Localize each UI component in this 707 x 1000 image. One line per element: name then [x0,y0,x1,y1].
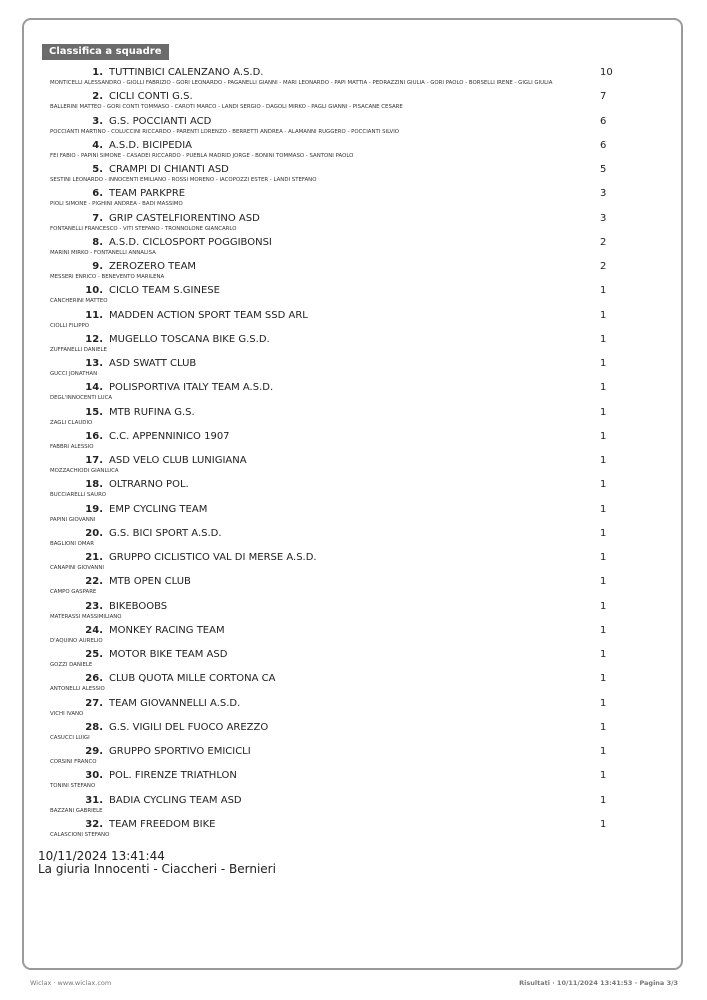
team-row [0,769,707,793]
team-members: SESTINI LEONARDO - INNOCENTI EMILIANO - ROSSI MORENO - IACOPOZZI ESTER - LANDI STEFANO [50,177,317,183]
team-row [0,503,707,527]
team-members: TONINI STEFANO [50,783,96,790]
team-line [0,90,707,103]
team-row [0,648,707,672]
team-name: C.C. APPENNINICO 1907 [109,430,230,442]
team-name: A.S.D. CICLOSPORT POGGIBONSI [109,236,272,248]
team-line [0,478,707,491]
team-name: MTB OPEN CLUB [109,576,191,588]
team-rank: 18. [85,479,103,491]
team-line [0,66,707,79]
team-members: ZUFFANELLI DANIELE [50,346,107,353]
team-line [0,575,707,588]
team-members: D'AQUINO AURELIO [50,637,103,644]
team-name: A.S.D. BICIPEDIA [109,139,193,151]
team-points: 1 [600,649,607,660]
team-points: 1 [600,358,607,369]
team-row [0,381,707,405]
team-rank: 9. [92,261,103,272]
team-line [0,721,707,734]
team-points: 1 [600,697,607,709]
team-points: 3 [600,212,607,224]
team-line [0,406,707,419]
team-name: MADDEN ACTION SPORT TEAM SSD ARL [109,309,308,321]
team-row [0,284,707,308]
footer-page-info: Risultati · 10/11/2024 13:41:53 · Pagina 3/3 [519,979,678,987]
team-members: ZAGLI CLAUDIO [50,419,93,426]
team-members: POCCIANTI MARTINO - COLUCCINI RICCARDO - PARENTI LORENZO - BERRETTI ANDREA - ALAMANNI RUGGERO - POCCIANTI SILVIO [50,128,400,135]
team-points: 1 [600,818,607,830]
team-row [0,478,707,502]
team-members: CANAPINI GIOVANNI [50,565,104,571]
team-rank: 19. [85,503,103,515]
team-rank: 1. [92,67,103,78]
team-name: G.S. VIGILI DEL FUOCO AREZZO [109,721,269,733]
team-rank: 2. [92,91,103,103]
team-points: 1 [600,794,607,806]
team-rank: 22. [85,576,103,588]
team-points: 7 [600,91,607,103]
team-name: GRUPPO SPORTIVO EMICICLI [109,746,251,757]
team-row [0,575,707,599]
team-name: OLTRARNO POL. [109,479,189,491]
team-row [0,139,707,163]
team-points: 6 [600,139,607,151]
team-line [0,454,707,467]
team-points: 5 [600,164,607,175]
footer-software: Wiclax · www.wiclax.com [30,979,112,987]
team-points: 1 [600,721,607,733]
team-name: TEAM FREEDOM BIKE [109,818,216,830]
team-points: 1 [600,770,607,782]
team-members: ANTONELLI ALESSIO [50,686,105,693]
team-name: MOTOR BIKE TEAM ASD [109,649,228,660]
team-line [0,527,707,540]
team-members: CIOLLI FILIPPO [50,322,89,329]
team-members: MATERASSI MASSIMILIANO [50,613,122,620]
team-line [0,284,707,297]
team-line [0,697,707,710]
team-row [0,357,707,381]
team-row [0,721,707,745]
team-members: CORSINI FRANCO [50,759,97,765]
team-row [0,745,707,769]
team-rank: 8. [92,236,103,248]
team-members: MESSERI ENRICO - BENEVENTO MARILENA [50,274,165,280]
team-name: TEAM PARKPRE [109,188,186,200]
team-name: MTB RUFINA G.S. [109,406,195,418]
team-line [0,187,707,200]
team-line [0,672,707,685]
team-points: 1 [600,503,607,515]
team-name: ZEROZERO TEAM [109,261,197,272]
team-name: G.S. POCCIANTI ACD [109,115,212,127]
team-line [0,309,707,322]
team-members: BUCCIARELLI SAURO [50,492,107,499]
team-members: DEGL'INNOCENTI LUCA [50,395,113,402]
team-points: 1 [600,527,607,539]
team-rank: 4. [92,139,103,151]
team-name: ASD SWATT CLUB [109,358,197,369]
team-members: FEI FABIO - PAPINI SIMONE - CASADEI RICCARDO - PUEBLA MADRID JORGE - BONINI TOMMASO - SANTONI PAOLO [50,152,354,159]
team-members: VICHI IVANO [50,710,84,717]
team-line [0,600,707,613]
team-rank: 30. [85,770,103,782]
team-row [0,818,707,842]
team-rank: 29. [85,746,103,757]
team-line [0,551,707,564]
team-rank: 32. [85,818,103,830]
team-rank: 7. [92,212,103,224]
team-row [0,333,707,357]
team-points: 1 [600,455,607,466]
team-line [0,745,707,758]
team-rank: 25. [85,649,103,660]
team-points: 1 [600,576,607,588]
team-name: MUGELLO TOSCANA BIKE G.S.D. [109,333,270,345]
team-row [0,430,707,454]
team-row [0,163,707,187]
team-name: CICLO TEAM S.GINESE [109,285,220,297]
team-members: GUCCI JONATHAN [50,371,98,377]
team-rank: 5. [92,164,103,175]
team-name: POLISPORTIVA ITALY TEAM A.S.D. [109,382,274,394]
team-line [0,357,707,370]
team-name: G.S. BICI SPORT A.S.D. [109,527,222,539]
team-members: CAMPO GASPARE [50,589,97,596]
team-rank: 11. [85,309,103,321]
team-members: BAZZANI GABRIELE [50,807,103,814]
team-name: EMP CYCLING TEAM [109,503,208,515]
team-line [0,260,707,273]
team-rank: 21. [85,552,103,563]
team-ranking-list [0,66,707,842]
team-points: 2 [600,261,607,272]
team-points: 1 [600,600,607,612]
team-row [0,260,707,284]
team-row [0,90,707,114]
team-name: CRAMPI DI CHIANTI ASD [109,164,229,175]
team-name: CICLI CONTI G.S. [109,91,193,103]
team-name: ASD VELO CLUB LUNIGIANA [109,455,247,466]
team-row [0,236,707,260]
team-points: 1 [600,746,607,757]
team-rank: 27. [85,697,103,709]
team-members: CALASCIONI STEFANO [50,831,110,838]
team-points: 1 [600,430,607,442]
team-rank: 23. [85,600,103,612]
team-members: BAGLIONI OMAR [50,540,94,547]
team-points: 1 [600,333,607,345]
team-points: 3 [600,188,607,200]
team-rank: 12. [85,333,103,345]
team-line [0,139,707,152]
team-points: 1 [600,479,607,491]
team-rank: 3. [92,115,103,127]
team-members: GOZZI DANIELE [50,662,93,668]
team-rank: 17. [85,455,103,466]
team-name: MONKEY RACING TEAM [109,624,225,636]
team-points: 1 [600,382,607,394]
team-line [0,236,707,249]
team-line [0,503,707,516]
team-name: TUTTINBICI CALENZANO A.S.D. [109,67,264,78]
team-members: MOZZACHIODI GIANLUCA [50,468,119,474]
team-rank: 15. [85,406,103,418]
team-points: 1 [600,673,607,685]
team-line [0,624,707,637]
team-row [0,115,707,139]
team-row [0,672,707,696]
team-points: 6 [600,115,607,127]
team-row [0,794,707,818]
team-members: CASUCCI LUIGI [50,734,90,741]
team-rank: 6. [92,188,103,200]
team-points: 10 [600,67,613,78]
team-points: 1 [600,309,607,321]
team-line [0,212,707,225]
team-rank: 16. [85,430,103,442]
team-name: TEAM GIOVANNELLI A.S.D. [109,697,241,709]
team-row [0,309,707,333]
team-points: 1 [600,285,607,297]
team-name: POL. FIRENZE TRIATHLON [109,770,237,782]
team-rank: 24. [85,624,103,636]
team-members: MONTICELLI ALESSANDRO - GIOLLI FABRIZIO - GORI LEONARDO - PAGANELLI GIANNI - MARI LEONARDO - PAPI MATTIA - PEDRAZZINI GIULIA - GORI PAOLO - BORSELLI IRENE - GIGLI GIULIA [50,80,553,86]
team-line [0,794,707,807]
jury-line: La giuria Innocenti - Ciaccheri - Bernieri [38,862,276,876]
results-timestamp: 10/11/2024 13:41:44 [38,849,165,863]
team-row [0,697,707,721]
team-line [0,115,707,128]
team-rank: 10. [85,285,103,297]
team-name: GRUPPO CICLISTICO VAL DI MERSE A.S.D. [109,552,317,563]
team-rank: 31. [85,794,103,806]
team-line [0,333,707,346]
team-row [0,406,707,430]
team-points: 1 [600,552,607,563]
team-row [0,624,707,648]
team-row [0,187,707,211]
team-rank: 14. [85,382,103,394]
team-line [0,648,707,661]
team-line [0,818,707,831]
team-rank: 26. [85,673,103,685]
team-line [0,430,707,443]
team-row [0,454,707,478]
team-row [0,600,707,624]
team-line [0,769,707,782]
team-row [0,212,707,236]
team-name: CLUB QUOTA MILLE CORTONA CA [109,673,276,685]
team-rank: 28. [85,721,103,733]
team-members: CANCHERINI MATTEO [50,298,108,305]
team-members: FONTANELLI FRANCESCO - VITI STEFANO - TRONNOLONE GIANCARLO [50,225,237,232]
team-line [0,381,707,394]
team-points: 2 [600,236,607,248]
team-members: PIOLI SIMONE - PIGHINI ANDREA - BADI MASSIMO [50,201,183,208]
team-members: BALLERINI MATTEO - GORI CONTI TOMMASO - CAROTI MARCO - LANDI SERGIO - DAGOLI MIRKO - PAGLI GIANNI - PISACANE CESARE [50,104,403,111]
team-row [0,527,707,551]
team-line [0,163,707,176]
team-members: PAPINI GIOVANNI [50,516,96,523]
section-title: Classifica a squadre [42,44,169,60]
team-name: GRIP CASTELFIORENTINO ASD [109,212,260,224]
team-members: MARINI MIRKO - FONTANELLI ANNALISA [50,249,156,256]
team-members: FABBRI ALESSIO [50,443,94,450]
team-name: BADIA CYCLING TEAM ASD [109,794,242,806]
team-row [0,66,707,90]
team-rank: 13. [85,358,103,369]
team-rank: 20. [85,527,103,539]
team-points: 1 [600,624,607,636]
team-points: 1 [600,406,607,418]
team-row [0,551,707,575]
team-name: BIKEBOOBS [109,600,168,612]
